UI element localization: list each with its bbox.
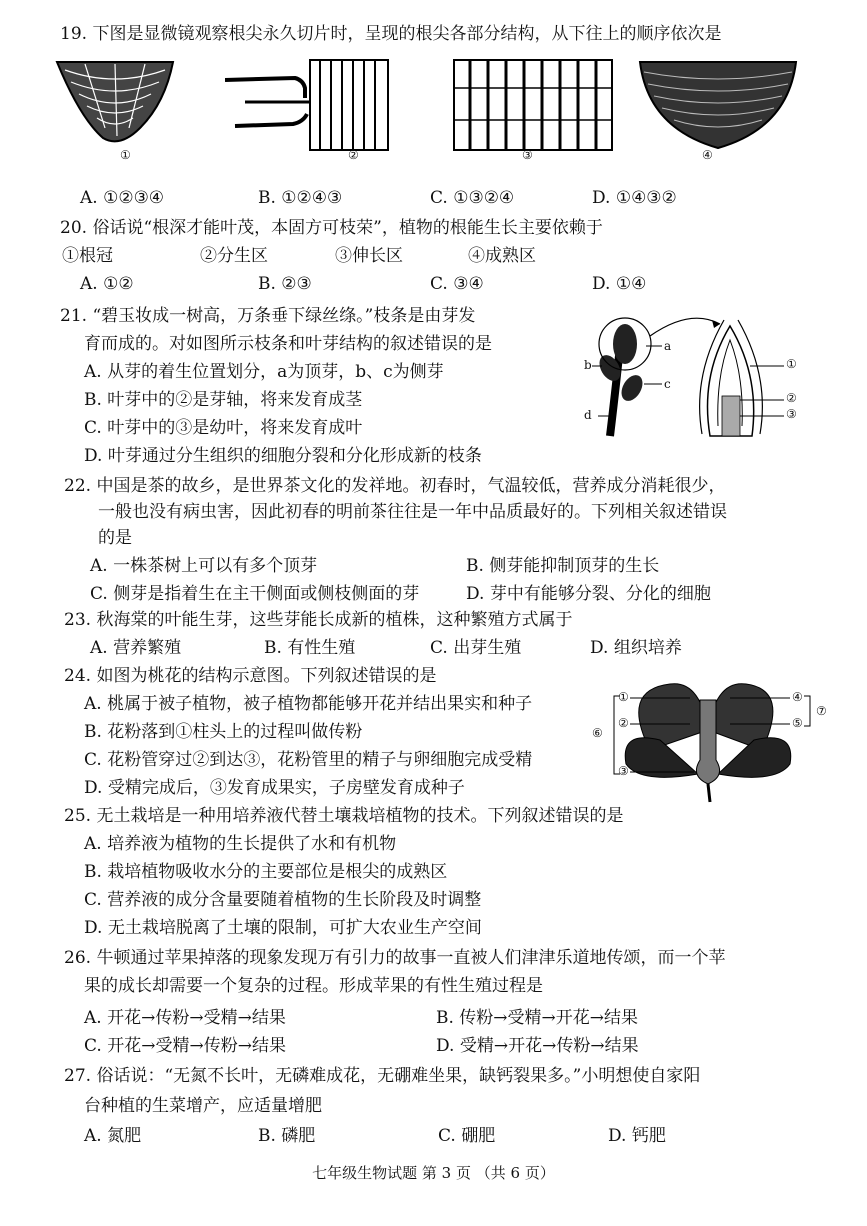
q26-option-c: C. 开花→受精→传粉→结果 [84,1036,286,1056]
q24-label-2: ② [618,716,629,730]
q22-option-c: C. 侧芽是指着生在主干侧面或侧枝侧面的芽 [90,584,420,604]
q24-option-d: D. 受精完成后，③发育成果实，子房壁发育成种子 [84,778,465,798]
q19-figure-4-meristem [638,58,798,153]
q19-figure-3-elongation-zone [452,58,614,153]
q25-option-b: B. 栽培植物吸收水分的主要部位是根尖的成熟区 [84,862,448,882]
q21-label-2: ② [786,391,797,405]
q24-option-a: A. 桃属于被子植物，被子植物都能够开花并结出果实和种子 [84,694,533,714]
q21-label-b: b [584,358,592,372]
q21-option-a: A. 从芽的着生位置划分，a为顶芽，b、c为侧芽 [84,362,444,382]
q19-stem: 19. 下图是显微镜观察根尖永久切片时，呈现的根尖各部分结构，从下往上的顺序依次是 [60,24,722,44]
q19-label-3: ③ [522,148,533,162]
q23-option-d: D. 组织培养 [590,638,682,658]
q26-option-b: B. 传粉→受精→开花→结果 [436,1008,639,1028]
q26-option-d: D. 受精→开花→传粉→结果 [436,1036,639,1056]
q25-option-c: C. 营养液的成分含量要随着植物的生长阶段及时调整 [84,890,482,910]
q23-stem: 23. 秋海棠的叶能生芽，这些芽能长成新的植株，这种繁殖方式属于 [64,610,573,630]
q27-stem-line-2: 台种植的生菜增产，应适量增肥 [84,1096,322,1116]
q19-option-c: C. ①③②④ [430,188,515,208]
q23-option-c: C. 出芽生殖 [430,638,522,658]
q25-stem: 25. 无土栽培是一种用培养液代替土壤栽培植物的技术。下列叙述错误的是 [64,806,624,826]
page-footer: 七年级生物试题 第 3 页 （共 6 页） [312,1164,555,1182]
q25-option-d: D. 无土栽培脱离了土壤的限制，可扩大农业生产空间 [84,918,482,938]
q19-figure-1-root-cap [55,58,175,153]
q19-figure-2-root-hair-zone [225,58,390,153]
q20-item-3: ③伸长区 [335,246,403,266]
q24-stem: 24. 如图为桃花的结构示意图。下列叙述错误的是 [64,666,437,686]
q24-label-4: ④ [792,690,803,704]
q24-label-3: ③ [618,764,629,778]
q21-label-1: ① [786,357,797,371]
q27-option-c: C. 硼肥 [438,1126,496,1146]
q24-label-1: ① [618,690,629,704]
q21-option-d: D. 叶芽通过分生组织的细胞分裂和分化形成新的枝条 [84,446,482,466]
q19-label-4: ④ [702,148,713,162]
q21-figure-branch-and-bud [580,316,825,444]
q24-label-6: ⑥ [592,726,603,740]
q26-option-a: A. 开花→传粉→受精→结果 [84,1008,286,1028]
q22-stem-line-3: 的是 [98,528,132,548]
q22-option-d: D. 芽中有能够分裂、分化的细胞 [466,584,711,604]
q25-option-a: A. 培养液为植物的生长提供了水和有机物 [84,834,397,854]
q20-option-c: C. ③④ [430,274,484,294]
q21-option-b: B. 叶芽中的②是芽轴，将来发育成茎 [84,390,363,410]
q24-option-c: C. 花粉管穿过②到达③，花粉管里的精子与卵细胞完成受精 [84,750,533,770]
q21-option-c: C. 叶芽中的③是幼叶，将来发育成叶 [84,418,363,438]
q20-item-2: ②分生区 [200,246,268,266]
q22-option-a: A. 一株茶树上可以有多个顶芽 [90,556,318,576]
q22-option-b: B. 侧芽能抑制顶芽的生长 [466,556,660,576]
q20-item-4: ④成熟区 [468,246,536,266]
q19-option-b: B. ①②④③ [258,188,343,208]
q27-option-d: D. 钙肥 [608,1126,666,1146]
q27-option-b: B. 磷肥 [258,1126,316,1146]
q24-option-b: B. 花粉落到①柱头上的过程叫做传粉 [84,722,363,742]
q20-option-b: B. ②③ [258,274,312,294]
q19-label-2: ② [348,148,359,162]
q27-stem-line-1: 27. 俗话说：“无氮不长叶，无磷难成花，无硼难坐果，缺钙裂果多。”小明想使自家阳 [64,1066,701,1086]
q26-stem-line-2: 果的成长却需要一个复杂的过程。形成苹果的有性生殖过程是 [84,976,543,996]
q21-label-d: d [584,408,592,422]
q21-stem-line-1: 21. “碧玉妆成一树高，万条垂下绿丝绦。”枝条是由芽发 [60,306,476,326]
q22-stem-line-2: 一般也没有病虫害，因此初春的明前茶往往是一年中品质最好的。下列相关叙述错误 [98,502,727,522]
q21-label-c: c [664,377,671,391]
q19-label-1: ① [120,148,131,162]
q27-option-a: A. 氮肥 [84,1126,142,1146]
q19-option-a: A. ①②③④ [80,188,165,208]
q21-label-a: a [664,339,672,353]
q22-stem-line-1: 22. 中国是茶的故乡，是世界茶文化的发祥地。初春时，气温较低，营养成分消耗很少， [64,476,726,496]
q19-option-d: D. ①④③② [592,188,677,208]
q26-stem-line-1: 26. 牛顿通过苹果掉落的现象发现万有引力的故事一直被人们津津乐道地传颂，而一个苹 [64,948,726,968]
q20-option-a: A. ①② [80,274,134,294]
q23-option-b: B. 有性生殖 [264,638,356,658]
q24-label-5: ⑤ [792,716,803,730]
q20-stem: 20. 俗话说“根深才能叶茂，本固方可枝荣”，植物的根能生长主要依赖于 [60,218,603,238]
q21-stem-line-2: 育而成的。对如图所示枝条和叶芽结构的叙述错误的是 [84,334,492,354]
q20-item-1: ①根冠 [62,246,113,266]
q20-option-d: D. ①④ [592,274,647,294]
q23-option-a: A. 营养繁殖 [90,638,182,658]
q21-label-3: ③ [786,407,797,421]
q24-label-7: ⑦ [816,704,827,718]
